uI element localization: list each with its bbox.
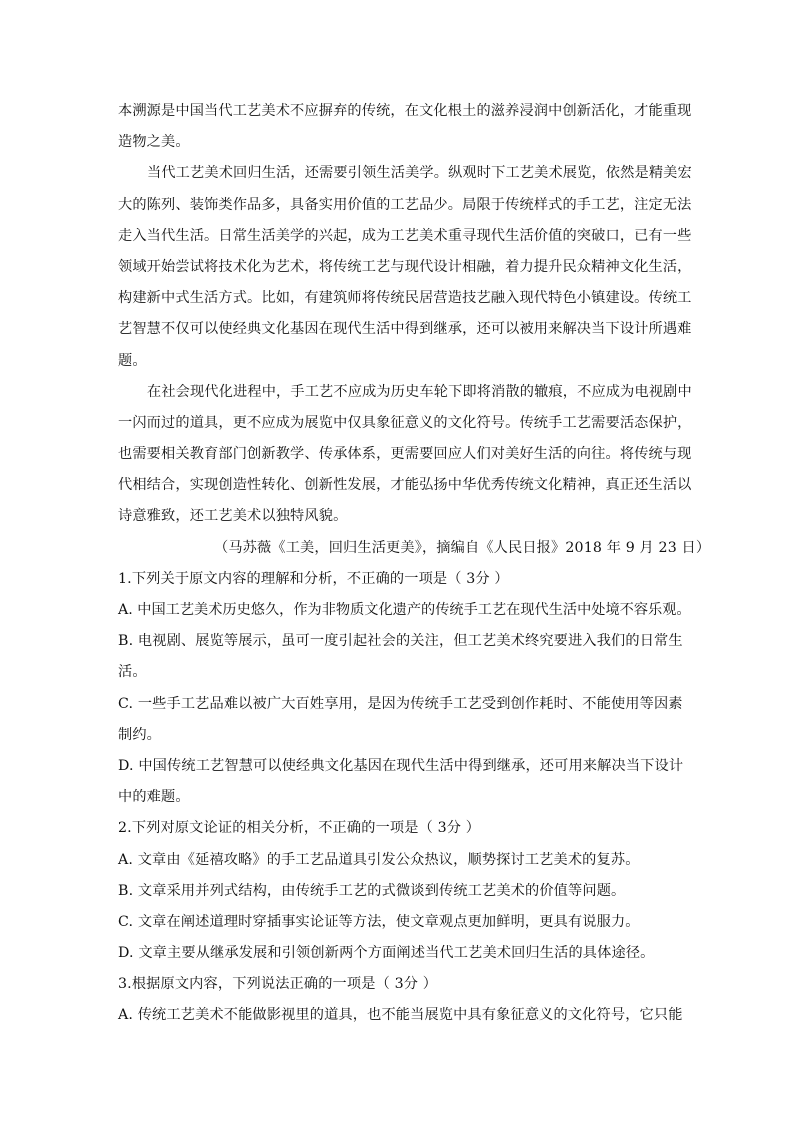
text-line: 在社会现代化进程中，手工艺不应成为历史车轮下即将消散的辙痕，不应成为电视剧中 <box>147 383 692 400</box>
paragraph-3 <box>118 377 692 533</box>
text-line: 诗意雅致，还工艺美术以独特风貌。 <box>118 508 348 525</box>
option-d-continued: 中的难题。 <box>118 789 190 806</box>
question-2 <box>118 813 676 969</box>
question-stem: 1.下列关于原文内容的理解和分析，不正确的一项是（ 3分 ） <box>118 570 509 587</box>
option-b: B. 电视剧、展览等展示，虽可一度引起社会的关注，但工艺美术终究要进入我们的日常生 <box>118 633 683 650</box>
text-line: 走入当代生活。日常生活美学的兴起，成为工艺美术重寻现代生活价值的突破口，已有一些 <box>118 227 692 244</box>
text-line: 代相结合，实现创造性转化、创新性发展，才能弘扬中华优秀传统文化精神，真正还生活以 <box>118 477 692 494</box>
document-page <box>118 96 711 1032</box>
option-a: A. 传统工艺美术不能做影视里的道具，也不能当展览中具有象征意义的文化符号，它只能 <box>118 1007 683 1024</box>
option-d: D. 中国传统工艺智慧可以使经典文化基因在现代生活中得到继承，还可用来解决当下设计 <box>118 757 684 774</box>
text-line: 当代工艺美术回归生活，还需要引领生活美学。纵观时下工艺美术展览，依然是精美宏 <box>147 165 692 182</box>
text-line: 题。 <box>118 352 147 369</box>
source-citation: （马苏薇《工美，回归生活更美》，摘编自《人民日报》2018 年 9 月 23 日） <box>214 539 711 556</box>
text-line: 一闪而过的道具，更不应成为展览中仅具象征意义的文化符号。传统手工艺需要活态保护， <box>118 414 692 431</box>
option-a: A. 文章由《延禧攻略》的手工艺品道具引发公众热议，顺势探讨工艺美术的复苏。 <box>118 851 640 868</box>
text-line: 大的陈列、装饰类作品多，具备实用价值的工艺品少。局限于传统样式的手工艺，注定无法 <box>118 196 692 213</box>
option-d: D. 文章主要从继承发展和引领创新两个方面阐述当代工艺美术回归生活的具体途径。 <box>118 945 655 962</box>
text-line: 构建新中式生活方式。比如，有建筑师将传统民居营造技艺融入现代特色小镇建设。传统工 <box>118 290 692 307</box>
option-c: C. 文章在阐述道理时穿插事实论证等方法，使文章观点更加鲜明，更具有说服力。 <box>118 913 640 930</box>
text-line: 也需要相关教育部门创新教学、传承体系，更需要回应人们对美好生活的向往。将传统与现 <box>118 446 692 463</box>
text-line: 造物之美。 <box>118 134 190 151</box>
option-a: A. 中国工艺美术历史悠久，作为非物质文化遗产的传统手工艺在现代生活中处境不容乐观。 <box>118 602 691 618</box>
option-c: C. 一些手工艺品难以被广大百姓享用，是因为传统手工艺受到创作耗时、不能使用等因素 <box>118 695 683 712</box>
text-line: 领域开始尝试将技术化为艺术，将传统工艺与现代设计相融，着力提升民众精神文化生活， <box>118 258 692 275</box>
question-stem: 2.下列对原文论证的相关分析，不正确的一项是（ 3分 ） <box>118 820 481 837</box>
option-b-continued: 活。 <box>118 664 147 681</box>
paragraph-1 <box>118 96 692 158</box>
paragraph-2 <box>118 158 692 376</box>
question-3 <box>118 969 683 1031</box>
text-line: 艺智慧不仅可以使经典文化基因在现代生活中得到继承，还可以被用来解决当下设计所遇难 <box>118 321 692 338</box>
question-1 <box>118 564 691 814</box>
text-line: 本溯源是中国当代工艺美术不应摒弃的传统，在文化根土的滋养浸润中创新活化，才能重现 <box>118 103 692 119</box>
question-stem: 3.根据原文内容，下列说法正确的一项是（ 3分 ） <box>118 976 438 993</box>
option-c-continued: 制约。 <box>118 726 162 743</box>
option-b: B. 文章采用并列式结构，由传统手工艺的式微谈到传统工艺美术的价值等问题。 <box>118 882 626 899</box>
